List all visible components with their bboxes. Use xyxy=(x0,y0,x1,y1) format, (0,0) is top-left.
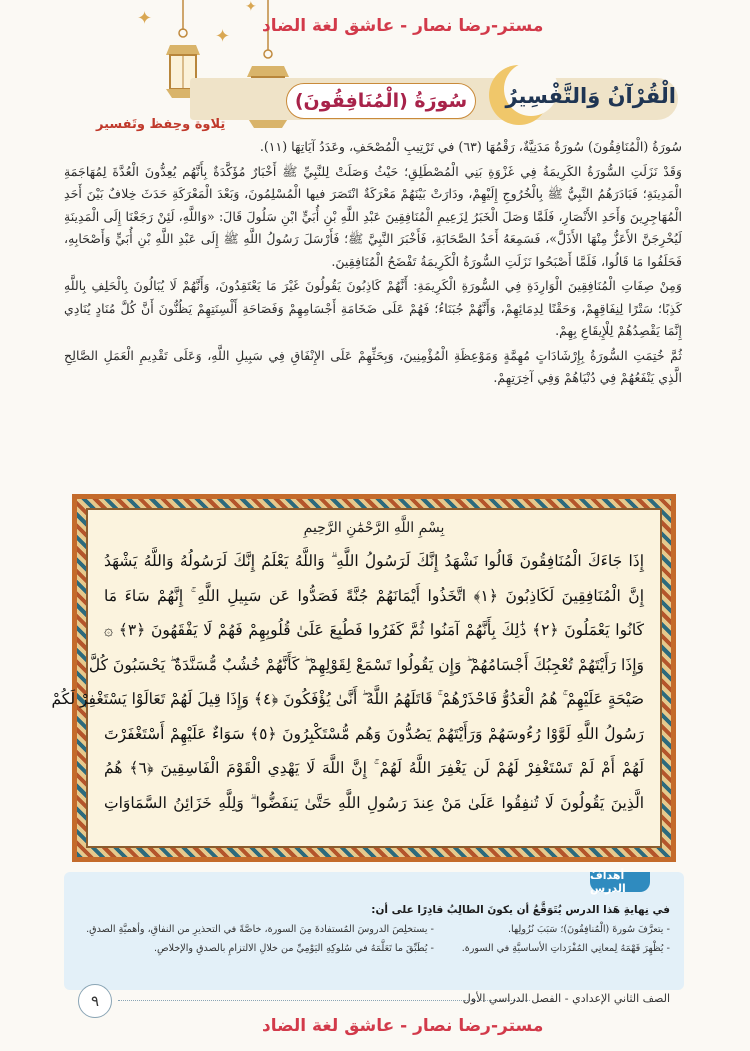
unit-title: الْقُرْآنُ وَالتَّفْسِيرُ xyxy=(505,84,676,108)
verse-line: كَانُوا يَعْمَلُونَ ﴿٢﴾ ذَٰلِكَ بِأَنَّهُمْ آمَنُوا ثُمَّ كَفَرُوا فَطُبِعَ عَلَىٰ قُلُوبِهِمْ فَهُمْ لَا يَفْقَهُونَ ﴿٣﴾ ۞ xyxy=(104,621,644,639)
intro-paragraph: ثُمَّ خُتِمَتِ السُّورَةُ بِإِرْشَادَاتٍ مُهِمَّةٍ وَمَوْعِظَةِ الْمُؤْمِنِينَ، وَبِحَثِّهِمْ عَلَى الإِنْفَاقِ فِي سَبِيلِ اللَّهِ، وَعَلَى تَقْدِيمِ الْعَمَلِ الصَّالِحِ الَّذِي يَنْفَعُهُمْ فِي دُنْيَاهُمْ وَفِي آخِرَتِهِمْ. xyxy=(64,347,682,385)
footer-grade: الصف الثاني الإعدادي - الفصل الدراسي الأول xyxy=(462,992,670,1005)
verse-line: إِنَّ الْمُنَافِقِينَ لَكَاذِبُونَ ﴿١﴾ اتَّخَذُوا أَيْمَانَهُمْ جُنَّةً فَصَدُّوا عَن سَبِيلِ اللَّهِ ۚ إِنَّهُمْ سَاءَ مَا xyxy=(104,586,645,605)
intro-paragraph: وَمِنْ صِفَاتِ الْمُنَافِقِينَ الْوَارِدَةِ فِي السُّورَةِ الْكَرِيمَةِ: أَنَّهُمْ كَاذِبُونَ يَقُولُونَ غَيْرَ مَا يَعْتَقِدُونَ، وَأَنَّهُمْ لَا يُبَالُونَ بِالْحَلِفِ بِاللَّهِ كَذِبًا؛ سَتْرًا لِنِفَاقِهِمْ، وَحَقْنًا لِدِمَائِهِمْ، وَأَنَّهُمْ جُبَنَاءُ؛ فَهُمْ عَلَى ضَخَامَةِ أَجْسَامِهِمْ وَفَصَاحَةِ أَلْسِنَتِهِمْ يَظُنُّونَ أَنَّ كُلَّ مُنَادٍ يُنَادِي إِنَّمَا يَقْصِدُهُمْ لِلْإِيقَاعِ بِهِمْ. xyxy=(64,278,682,338)
quran-frame xyxy=(51,494,676,862)
verse-line: رَسُولُ اللَّهِ لَوَّوْا رُءُوسَهُمْ وَرَأَيْتَهُمْ يَصُدُّونَ وَهُم مُّسْتَكْبِرُونَ ﴿٥﴾ سَوَاءٌ عَلَيْهِمْ أَسْتَغْفَرْتَ xyxy=(104,724,644,743)
basmala: بِسْمِ اللَّهِ الرَّحْمَٰنِ الرَّحِيمِ xyxy=(303,520,445,536)
frame-border xyxy=(51,499,671,857)
lesson-goal-item: - يُظْهِرَ فَهْمَهُ لِمعانِي المُفْرَداتِ الأساسيَّةِ في السورة. xyxy=(461,943,670,954)
star-decoration-icon: ✦ xyxy=(215,26,231,47)
lesson-goals-tab: أهدافُ الدرس xyxy=(590,872,650,892)
lesson-goal-item: - يتعرَّفَ سُورةَ (الْمُنافِقُونَ)؛ سَبَبَ نُزُولِها. xyxy=(508,924,670,935)
watermark-bottom: مستر-رضا نصار - عاشق لغة الضاد xyxy=(262,1016,544,1036)
intro-paragraph: وَقَدْ نَزَلَتِ السُّورَةُ الكَرِيمَةُ فِي غَزْوَةِ بَنِي الْمُصْطَلِقِ؛ حَيْثُ وَصَلَتْ لِلنَّبِيِّ ﷺ أَخْبَارٌ مُؤَكَّدَةٌ بِأَنَّهُم يُعِدُّونَ الْعُدَّةَ لِمُهَاجَمَةِ الْمَدِينَةِ؛ فَبَادَرَهُمُ النَّبِيُّ ﷺ بِالْخُرُوجِ إِلَيْهِمْ، ودَارَتْ بَيْنَهُمْ مَعْرَكَةٌ انْتَصَرَ فيها الْمُسْلِمُونَ، وَبَعْدَ الْمَعْرَكَةِ حَدَثَ خِلافٌ بَيْنَ أَحَدِ الْمُهَاجِرِينَ وَأَحَدِ الأَنْصَارِ، فَلَمَّا وَصَلَ الْخَبَرُ لِزَعِيمِ الْمُنَافِقِينَ عَبْدِ اللَّهِ بْنِ أُبَيٍّ ابْنِ سَلُولَ قَالَ: «وَاللَّهِ، لَئِنْ رَجَعْنَا إِلَى الْمَدِينَةِ لَيُخْرِجَنَّ الأَعَزُّ مِنْهَا الأَذَلَّ»، فَسَمِعَهُ أَحَدُ الصَّحَابَةِ، فَأَخْبَرَ النَّبِيَّ ﷺ؛ فَأَرْسَلَ رَسُولُ اللَّهِ ﷺ إِلَى عَبْدِ اللَّهِ بْنِ أُبَيٍّ وَأَصْحَابِهِ، فَحَلَفُوا مَا قَالُوا، فَلَمَّا أَصْبَحُوا نَزَلَتِ السُّورَةُ الْكَرِيمَةُ تَفْضَحُ الْمُنَافِقِينَ. xyxy=(64,163,682,269)
lesson-goal-item: - يُطَبِّقَ ما تَعَلَّمَهُ في سُلوكِهِ اليَوْمِيِّ من خلالِ الالتزامِ بالصدقِ والإخلاصِ. xyxy=(153,943,434,954)
watermark-top: مستر-رضا نصار - عاشق لغة الضاد xyxy=(262,16,544,36)
page-number: ٩ xyxy=(78,984,112,1018)
lesson-subtitle: تِلاوة وحِفظ وتَفسير xyxy=(96,117,226,132)
verse-line: إِذَا جَاءَكَ الْمُنَافِقُونَ قَالُوا نَشْهَدُ إِنَّكَ لَرَسُولُ اللَّهِ ۗ وَاللَّهُ يَعْلَمُ إِنَّكَ لَرَسُولُهُ وَاللَّهُ يَشْهَدُ xyxy=(104,552,644,570)
verse-line: لَهُمْ أَمْ لَمْ تَسْتَغْفِرْ لَهُمْ لَن يَغْفِرَ اللَّهُ لَهُمْ ۚ إِنَّ اللَّهَ لَا يَهْدِي الْقَوْمَ الْفَاسِقِينَ ﴿٦﴾ هُمُ xyxy=(104,759,644,777)
verse-line: صَيْحَةٍ عَلَيْهِمْ ۚ هُمُ الْعَدُوُّ فَاحْذَرْهُمْ ۚ قَاتَلَهُمُ اللَّهُ ۖ أَنَّىٰ يُؤْفَكُونَ ﴿٤﴾ وَإِذَا قِيلَ لَهُمْ تَعَالَوْا يَسْتَغْفِرْ لَكُمْ xyxy=(51,690,644,708)
intro-text xyxy=(64,136,682,392)
surah-title: سُورَةُ (الْمُنَافِقُونَ) xyxy=(286,83,476,119)
verse-line: وَإِذَا رَأَيْتَهُمْ تُعْجِبُكَ أَجْسَامُهُمْ ۖ وَإِن يَقُولُوا تَسْمَعْ لِقَوْلِهِمْ ۖ كَأَنَّهُمْ خُشُبٌ مُّسَنَّدَةٌ ۖ يَحْسَبُونَ كُلَّ xyxy=(88,655,644,674)
quran-page xyxy=(51,508,662,848)
intro-paragraph: سُورَةُ (الْمُنَافِقُونَ) سُورَةٌ مَدَنِيَّةٌ، رَقْمُهَا (٦٣) في تَرْتِيبِ الْمُصْحَفِ، وعَدَدُ آيَاتِهَا (١١). xyxy=(259,139,682,154)
star-decoration-icon: ✦ xyxy=(137,8,153,29)
lesson-goals-intro: في نِهايةِ هَذا الدرس يُتَوَقَّعُ أن يكونَ الطالِبُ قادِرًا على أن: xyxy=(371,904,670,916)
star-decoration-icon: ✦ xyxy=(245,0,257,15)
verse-line: الَّذِينَ يَقُولُونَ لَا تُنفِقُوا عَلَىٰ مَنْ عِندَ رَسُولِ اللَّهِ حَتَّىٰ يَنفَضُّوا ۗ وَلِلَّهِ خَزَائِنُ السَّمَاوَاتِ xyxy=(104,793,644,812)
lesson-goal-item: - يستخلِصَ الدروسَ المُستفادةَ مِنَ السورة، خاصَّةً في التحذيرِ من النفاقِ، وأهميَّةِ الصدقِ. xyxy=(86,924,434,935)
